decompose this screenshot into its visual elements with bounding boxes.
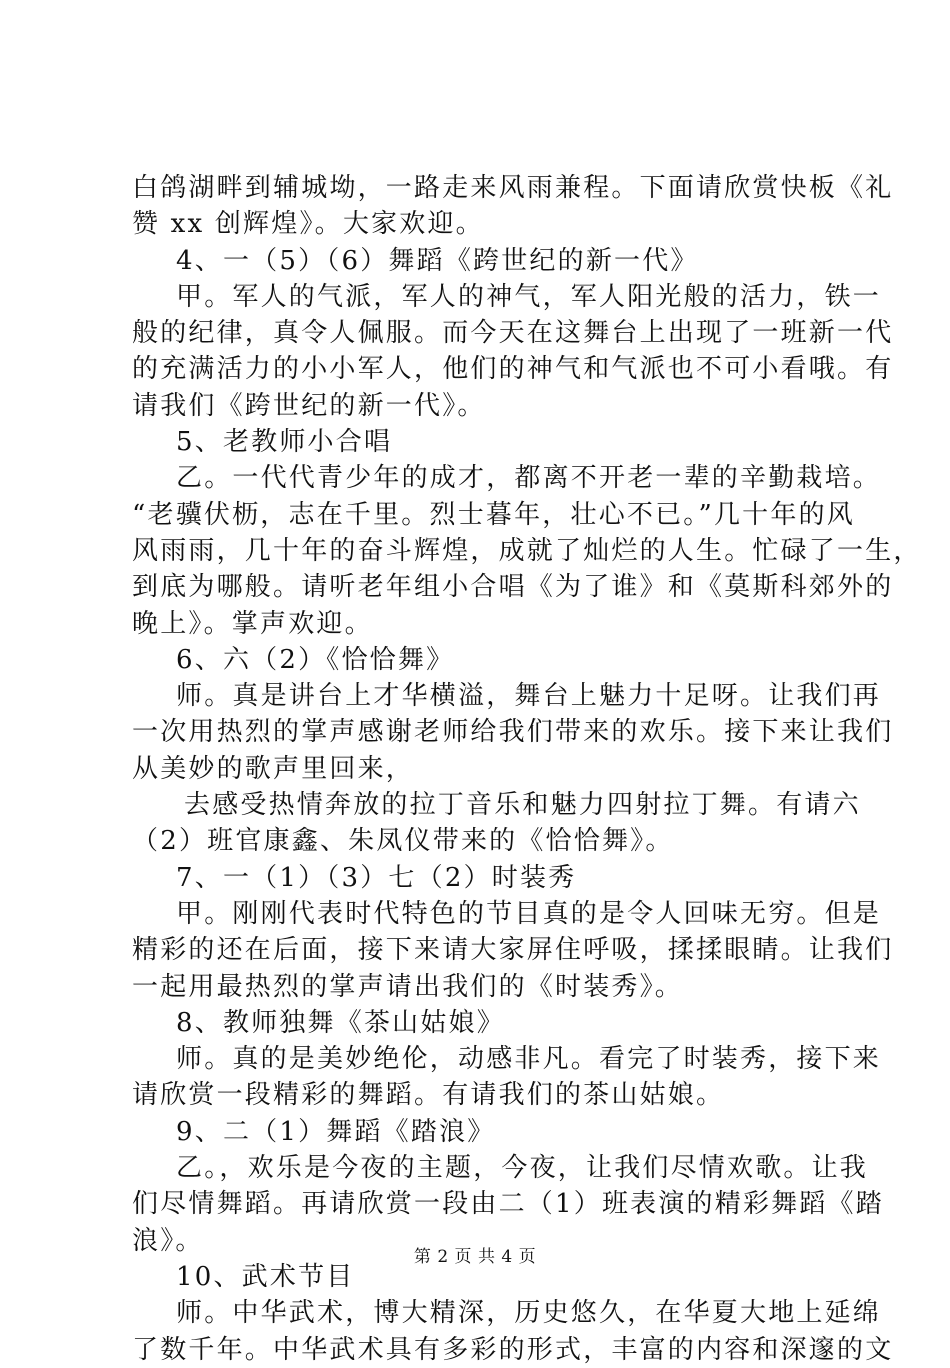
text-line: 乙。，欢乐是今夜的主题，今夜，让我们尽情欢歌。让我	[176, 1153, 869, 1184]
text-line: 浪》。	[132, 1225, 204, 1256]
text-line: 甲。军人的气派，军人的神气，军人阳光般的活力，铁一	[176, 281, 882, 312]
text-line: （2）班官康鑫、朱凤仪带来的《恰恰舞》。	[132, 826, 674, 857]
text-line: 们尽情舞蹈。再请欣赏一段由二（1）班表演的精彩舞蹈《踏	[132, 1189, 884, 1220]
text-line: 请我们《跨世纪的新一代》。	[132, 390, 486, 421]
page-footer: 第 2 页 共 4 页	[413, 1247, 537, 1267]
text-line: 师。真的是美妙绝伦，动感非凡。看完了时装秀，接下来	[176, 1044, 882, 1075]
text-line: 从美妙的歌声里回来，	[132, 753, 415, 784]
section-heading: 10、武术节目	[176, 1261, 355, 1292]
body-text	[132, 170, 922, 1368]
text-line: “老骥伏枥，志在千里。烈士暮年，壮心不已。”几十年的风	[132, 499, 855, 530]
text-line: 到底为哪般。请听老年组小合唱《为了谁》和《莫斯科郊外的	[132, 572, 894, 603]
section-heading: 6、六（2）《恰恰舞》	[176, 644, 455, 675]
section-heading: 8、教师独舞《茶山姑娘》	[176, 1007, 505, 1038]
text-line: 般的纪律，真令人佩服。而今天在这舞台上出现了一班新一代	[132, 318, 894, 349]
text-line: 师。真是讲台上才华横溢，舞台上魅力十足呀。让我们再	[176, 681, 882, 712]
text-line: 去感受热情奔放的拉丁音乐和魅力四射拉丁舞。有请六	[184, 790, 861, 821]
text-line: 甲。刚刚代表时代特色的节目真的是令人回味无穷。但是	[176, 898, 882, 929]
section-heading: 4、一（5）（6）舞蹈《跨世纪的新一代》	[176, 245, 699, 276]
text-line: 风雨雨，几十年的奋斗辉煌，成就了灿烂的人生。忙碌了一生，	[132, 535, 922, 566]
section-heading: 5、老教师小合唱	[176, 427, 393, 458]
text-line: 晚上》。掌声欢迎。	[132, 608, 373, 639]
text-line: 的充满活力的小小军人，他们的神气和气派也不可小看哦。有	[132, 354, 894, 385]
text-line: 白鸽湖畔到辅城坳，一路走来风雨兼程。下面请欣赏快板《礼	[132, 173, 894, 203]
text-line: 精彩的还在后面，接下来请大家屏住呼吸，揉揉眼睛。让我们	[132, 935, 894, 966]
section-heading: 7、一（1）（3）七（2）时装秀	[176, 862, 577, 893]
section-heading: 9、二（1）舞蹈《踏浪》	[176, 1116, 496, 1147]
text-line: 一起用最热烈的掌声请出我们的《时装秀》。	[132, 971, 684, 1002]
text-line: 了数千年。中华武术具有多彩的形式，丰富的内容和深邃的文	[132, 1334, 894, 1365]
text-line: 一次用热烈的掌声感谢老师给我们带来的欢乐。接下来让我们	[132, 717, 894, 748]
text-line: 师。中华武术，博大精深，历史悠久，在华夏大地上延绵	[176, 1298, 882, 1329]
text-line: 乙。一代代青少年的成才，都离不开老一辈的辛勤栽培。	[176, 463, 882, 494]
text-line: 赞 xx 创辉煌》。大家欢迎。	[132, 209, 484, 240]
text-line: 请欣赏一段精彩的舞蹈。有请我们的茶山姑娘。	[132, 1080, 725, 1111]
